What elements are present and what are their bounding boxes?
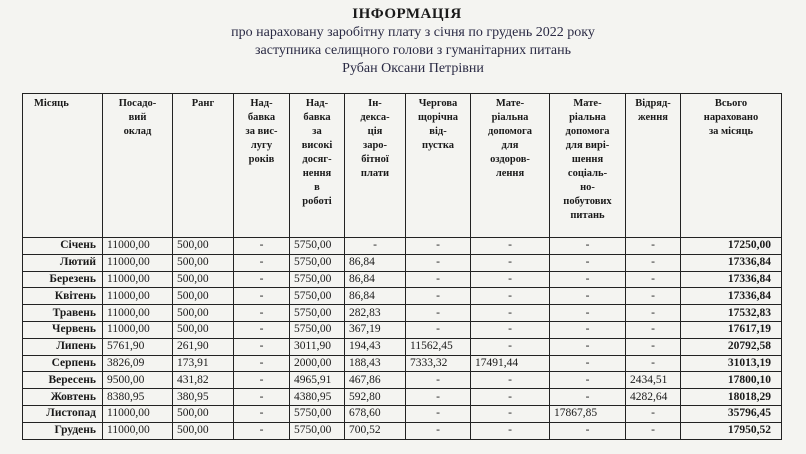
value-cell: 500,00 (173, 321, 234, 338)
value-cell: 11000,00 (103, 238, 173, 255)
column-header (173, 94, 234, 238)
value-cell: 4380,95 (290, 389, 345, 406)
value-cell: 700,52 (345, 422, 406, 439)
salary-table (22, 93, 782, 440)
total-cell: 17617,19 (681, 321, 782, 338)
column-header-label: Мате- ріальна допомога для вирі- шення соціаль- но- побутових питань (563, 98, 612, 221)
value-cell: - (234, 422, 290, 439)
value-cell: - (234, 321, 290, 338)
value-cell: 500,00 (173, 405, 234, 422)
value-cell: - (550, 254, 626, 271)
value-cell: - (550, 355, 626, 372)
value-cell: 5750,00 (290, 422, 345, 439)
value-cell: - (234, 405, 290, 422)
value-cell: 5750,00 (290, 238, 345, 255)
value-cell: 194,43 (345, 338, 406, 355)
table-body (23, 238, 782, 440)
month-cell: Серпень (23, 355, 103, 372)
value-cell: - (406, 288, 471, 305)
value-cell: - (406, 271, 471, 288)
value-cell: - (626, 288, 681, 305)
column-header-label: Над- бавка за високі досяг- нення в роботі (301, 98, 333, 207)
table-row (23, 321, 782, 338)
value-cell: 7333,32 (406, 355, 471, 372)
value-cell: - (471, 372, 550, 389)
value-cell: - (550, 305, 626, 322)
value-cell: - (471, 321, 550, 338)
value-cell: 592,80 (345, 389, 406, 406)
value-cell: 678,60 (345, 405, 406, 422)
value-cell: - (406, 389, 471, 406)
value-cell: 5750,00 (290, 254, 345, 271)
value-cell: 2434,51 (626, 372, 681, 389)
column-header-label: Ранг (191, 98, 215, 109)
value-cell: 5750,00 (290, 405, 345, 422)
total-cell: 17336,84 (681, 254, 782, 271)
total-cell: 17800,10 (681, 372, 782, 389)
table-row (23, 305, 782, 322)
column-header-label: Мате- ріальна допомога для оздоров- лення (488, 98, 532, 179)
column-header (23, 94, 103, 238)
column-header-label: Всього нараховано за місяць (703, 98, 759, 137)
month-cell: Червень (23, 321, 103, 338)
month-cell: Березень (23, 271, 103, 288)
column-header (681, 94, 782, 238)
month-cell: Грудень (23, 422, 103, 439)
value-cell: - (406, 254, 471, 271)
value-cell: - (550, 288, 626, 305)
value-cell: 11562,45 (406, 338, 471, 355)
value-cell: - (626, 271, 681, 288)
value-cell: 500,00 (173, 254, 234, 271)
value-cell: - (626, 321, 681, 338)
table-row (23, 254, 782, 271)
value-cell: 11000,00 (103, 405, 173, 422)
table-row (23, 355, 782, 372)
value-cell: 467,86 (345, 372, 406, 389)
table-row (23, 389, 782, 406)
subtitle-line-3: Рубан Оксани Петрівни (342, 61, 484, 76)
value-cell: - (406, 422, 471, 439)
value-cell: - (550, 271, 626, 288)
table-row (23, 288, 782, 305)
value-cell: 500,00 (173, 288, 234, 305)
value-cell: - (626, 422, 681, 439)
value-cell: - (626, 355, 681, 372)
total-cell: 18018,29 (681, 389, 782, 406)
value-cell: - (234, 389, 290, 406)
value-cell: 11000,00 (103, 321, 173, 338)
value-cell: 500,00 (173, 305, 234, 322)
value-cell: 282,83 (345, 305, 406, 322)
value-cell: - (550, 389, 626, 406)
value-cell: 500,00 (173, 238, 234, 255)
column-header (550, 94, 626, 238)
table-row (23, 422, 782, 439)
document-title: ІНФОРМАЦІЯ (352, 6, 462, 22)
value-cell: 9500,00 (103, 372, 173, 389)
value-cell: - (471, 405, 550, 422)
month-cell: Жовтень (23, 389, 103, 406)
value-cell: - (471, 422, 550, 439)
total-cell: 35796,45 (681, 405, 782, 422)
value-cell: - (626, 405, 681, 422)
value-cell: - (626, 238, 681, 255)
value-cell: 380,95 (173, 389, 234, 406)
value-cell: - (550, 422, 626, 439)
value-cell: 500,00 (173, 271, 234, 288)
table-row (23, 271, 782, 288)
column-header-label: Посадо- вий оклад (118, 98, 157, 137)
month-cell: Лютий (23, 254, 103, 271)
value-cell: 5761,90 (103, 338, 173, 355)
value-cell: - (345, 238, 406, 255)
value-cell: - (234, 271, 290, 288)
value-cell: 367,19 (345, 321, 406, 338)
column-header (103, 94, 173, 238)
month-cell: Квітень (23, 288, 103, 305)
value-cell: 86,84 (345, 288, 406, 305)
value-cell: 500,00 (173, 422, 234, 439)
value-cell: 11000,00 (103, 422, 173, 439)
value-cell: 17491,44 (471, 355, 550, 372)
value-cell: 11000,00 (103, 254, 173, 271)
total-cell: 17336,84 (681, 288, 782, 305)
value-cell: 11000,00 (103, 288, 173, 305)
value-cell: - (234, 355, 290, 372)
total-cell: 31013,19 (681, 355, 782, 372)
value-cell: 431,82 (173, 372, 234, 389)
value-cell: - (471, 288, 550, 305)
value-cell: - (471, 389, 550, 406)
value-cell: - (550, 238, 626, 255)
value-cell: - (471, 305, 550, 322)
value-cell: - (406, 238, 471, 255)
value-cell: - (234, 305, 290, 322)
value-cell: - (234, 288, 290, 305)
header-row (23, 94, 782, 238)
total-cell: 17532,83 (681, 305, 782, 322)
value-cell: - (550, 338, 626, 355)
value-cell: 86,84 (345, 254, 406, 271)
column-header (471, 94, 550, 238)
value-cell: 5750,00 (290, 305, 345, 322)
table-row (23, 372, 782, 389)
column-header-label: Чергова щорічна від- пустка (417, 98, 459, 151)
month-cell: Листопад (23, 405, 103, 422)
total-cell: 17250,00 (681, 238, 782, 255)
column-header-label: Ін- декса- ція заро- бітної плати (360, 98, 390, 179)
total-cell: 17950,52 (681, 422, 782, 439)
value-cell: 17867,85 (550, 405, 626, 422)
value-cell: 3826,09 (103, 355, 173, 372)
value-cell: 11000,00 (103, 271, 173, 288)
value-cell: 5750,00 (290, 288, 345, 305)
subtitle-line-1: про нараховану заробітну плату з січня по грудень 2022 року (231, 25, 595, 40)
table-row (23, 338, 782, 355)
total-cell: 17336,84 (681, 271, 782, 288)
total-cell: 20792,58 (681, 338, 782, 355)
column-header (626, 94, 681, 238)
value-cell: - (406, 321, 471, 338)
table-row (23, 238, 782, 255)
column-header-label: Над- бавка за вис- лугу років (245, 98, 278, 165)
value-cell: 3011,90 (290, 338, 345, 355)
column-header (345, 94, 406, 238)
value-cell: - (626, 338, 681, 355)
value-cell: 5750,00 (290, 321, 345, 338)
value-cell: - (550, 321, 626, 338)
value-cell: 4965,91 (290, 372, 345, 389)
value-cell: 5750,00 (290, 271, 345, 288)
month-cell: Січень (23, 238, 103, 255)
value-cell: - (626, 254, 681, 271)
column-header-label: Відряд- ження (635, 98, 671, 123)
month-cell: Липень (23, 338, 103, 355)
value-cell: - (406, 305, 471, 322)
column-header-label: Місяць (34, 98, 69, 109)
value-cell: 11000,00 (103, 305, 173, 322)
month-cell: Вересень (23, 372, 103, 389)
month-cell: Травень (23, 305, 103, 322)
value-cell: 4282,64 (626, 389, 681, 406)
value-cell: - (550, 372, 626, 389)
value-cell: - (471, 271, 550, 288)
value-cell: 173,91 (173, 355, 234, 372)
value-cell: - (234, 254, 290, 271)
value-cell: 261,90 (173, 338, 234, 355)
value-cell: - (234, 338, 290, 355)
value-cell: - (234, 238, 290, 255)
value-cell: - (406, 372, 471, 389)
value-cell: 2000,00 (290, 355, 345, 372)
value-cell: - (471, 238, 550, 255)
value-cell: 188,43 (345, 355, 406, 372)
table-row (23, 405, 782, 422)
subtitle-line-2: заступника селищного голови з гуманітарних питань (254, 43, 571, 58)
value-cell: 8380,95 (103, 389, 173, 406)
value-cell: - (471, 338, 550, 355)
value-cell: 86,84 (345, 271, 406, 288)
column-header (406, 94, 471, 238)
value-cell: - (471, 254, 550, 271)
column-header (290, 94, 345, 238)
value-cell: - (626, 305, 681, 322)
value-cell: - (234, 372, 290, 389)
column-header (234, 94, 290, 238)
value-cell: - (406, 405, 471, 422)
